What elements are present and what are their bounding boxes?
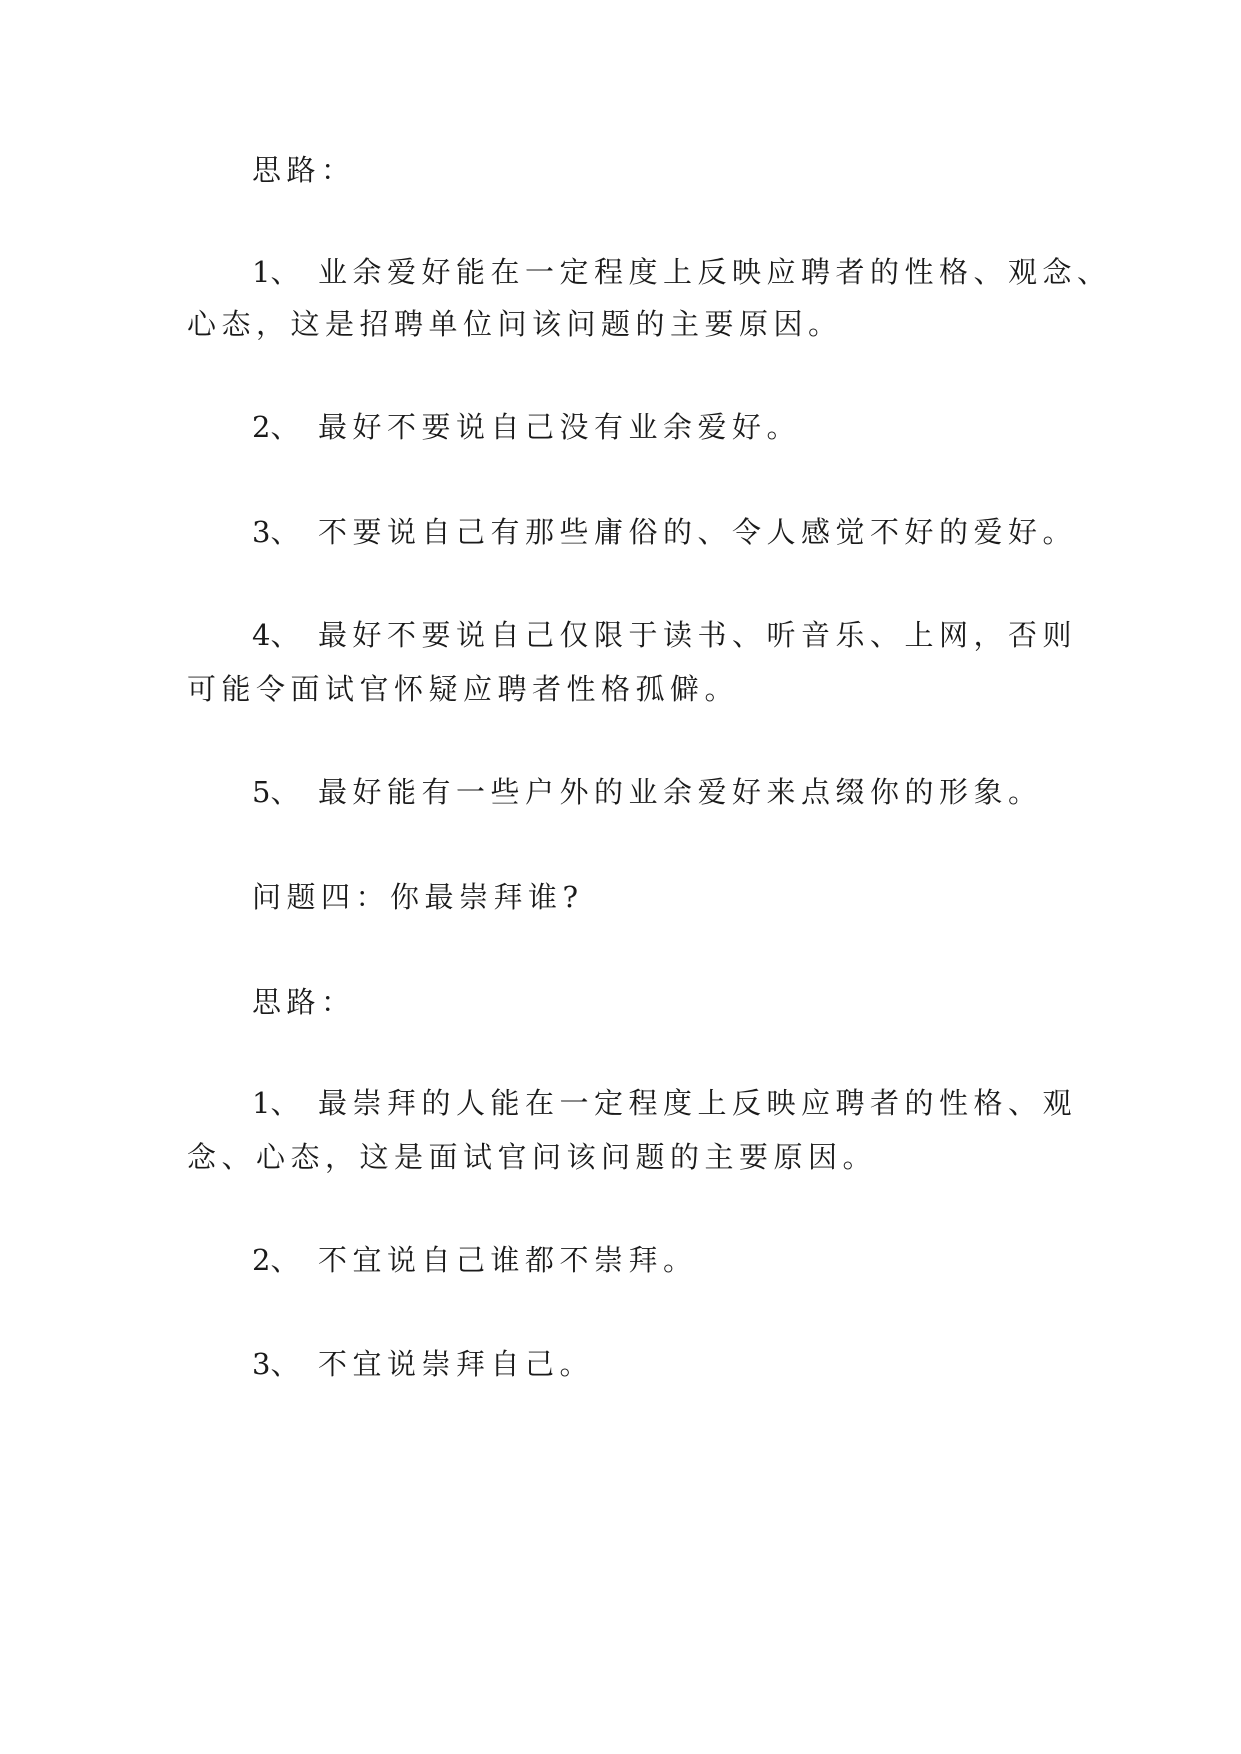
item-text: 最崇拜的人能在一定程度上反映应聘者的性格、观 xyxy=(318,1086,1078,1120)
item-number: 5、 xyxy=(252,775,300,809)
item-text: 不宜说自己谁都不崇拜。 xyxy=(318,1243,698,1277)
list-item xyxy=(252,252,1112,292)
item-text: 最好不要说自己没有业余爱好。 xyxy=(318,410,802,444)
item-number: 1、 xyxy=(252,1086,300,1120)
item-number: 2、 xyxy=(252,410,300,444)
section-label: 思路： xyxy=(252,153,356,187)
list-item xyxy=(252,407,801,447)
item-text-continuation: 心态，这是招聘单位问该问题的主要原因。 xyxy=(187,307,843,341)
item-text: 最好不要说自己仅限于读书、听音乐、上网，否则 xyxy=(318,618,1078,652)
item-text-continuation: 可能令面试官怀疑应聘者性格孤僻。 xyxy=(187,672,740,706)
item-number: 1、 xyxy=(252,255,300,289)
list-item xyxy=(252,1344,594,1384)
list-item xyxy=(252,772,1043,812)
item-number: 2、 xyxy=(252,1243,300,1277)
list-item xyxy=(252,615,1077,655)
list-item xyxy=(252,1240,698,1280)
question-heading: 问题四：你最崇拜谁? xyxy=(252,880,584,914)
item-text: 最好能有一些户外的业余爱好来点缀你的形象。 xyxy=(318,775,1043,809)
list-item xyxy=(252,1083,1077,1123)
item-text: 不宜说崇拜自己。 xyxy=(318,1347,595,1381)
list-item xyxy=(252,512,1077,552)
section-label: 思路： xyxy=(252,985,356,1019)
item-number: 3、 xyxy=(252,1347,300,1381)
item-number: 4、 xyxy=(252,618,300,652)
item-text-continuation: 念、心态，这是面试官问该问题的主要原因。 xyxy=(187,1140,878,1174)
item-text: 业余爱好能在一定程度上反映应聘者的性格、观念、 xyxy=(318,255,1112,289)
item-number: 3、 xyxy=(252,515,300,549)
item-text: 不要说自己有那些庸俗的、令人感觉不好的爱好。 xyxy=(318,515,1078,549)
